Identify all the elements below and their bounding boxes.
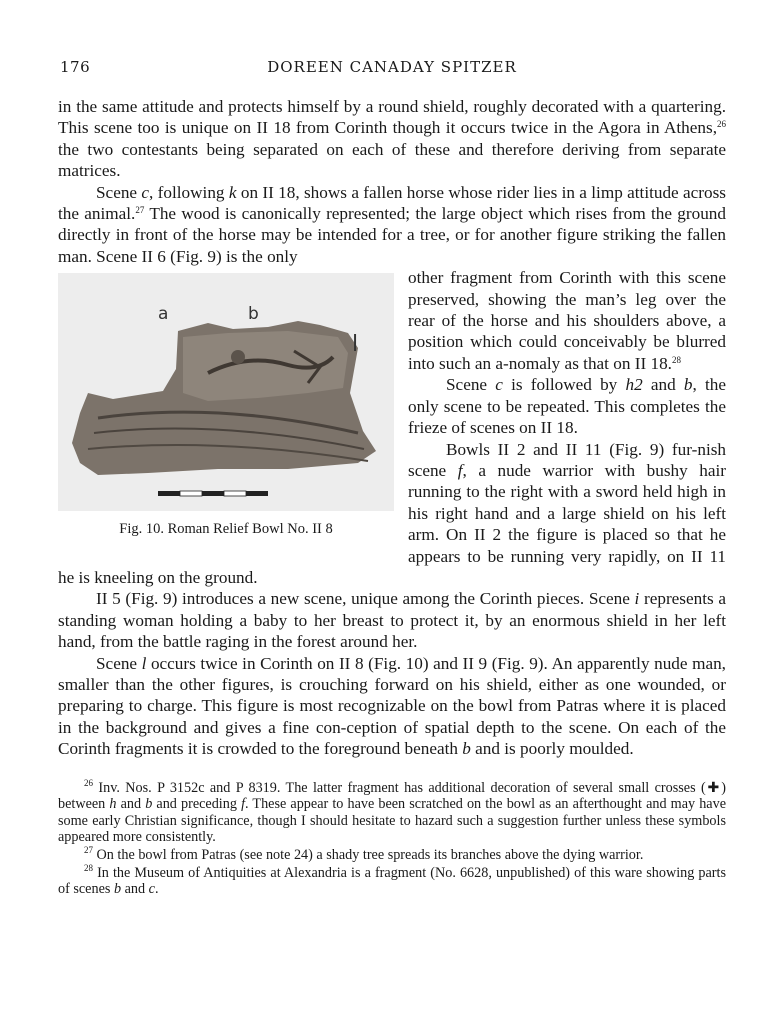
italic-letter: h2 [625,375,643,395]
text-run: represents a standing woman holding a baby to her breast to protect it, by an enormous shield in her left hand, from the battle raging in the forest around her. [58,589,726,652]
footnote [58,844,726,864]
text-run: and [116,796,146,813]
italic-letter: b [145,796,153,813]
paragraph [58,588,726,652]
footnote-ref: 27 [84,844,93,855]
text-run: the two contestants being separated on each of these and therefore deriving from separate matrices. [58,139,726,181]
label-b: b [248,304,259,325]
page-header [58,58,726,82]
italic-letter: k [228,182,237,202]
italic-letter: c [148,881,155,898]
paragraph [58,182,726,268]
italic-letter: i [634,589,640,609]
text-run: on II 18, shows a fallen horse whose rider lies in a limp attitude across the animal. [58,182,726,224]
text-run: is followed by [502,375,626,395]
text-run: other fragment from Corinth with this scene preserved, showing the man’s leg over the rear of the horse and his shoulders above, a position which could conceivably be blurred into such an a-nomaly as that on II 18. [408,268,726,373]
text-run: , following [149,182,229,202]
footnote-ref: 26 [717,119,726,130]
figure-10 [58,273,394,540]
italic-letter: b [113,881,122,898]
text-run: II 5 (Fig. 9) introduces a new scene, unique among the Corinth pieces. Scene [96,589,635,609]
text-run: and [642,375,684,395]
paragraph [58,96,726,182]
bowl-fragment-image [58,273,394,511]
text-run: Scene [96,182,142,202]
page [58,58,726,899]
italic-letter: f [457,460,463,480]
footnote-ref: 27 [135,205,145,216]
text-run: . [154,881,159,898]
page-number: 176 [60,58,91,76]
text-run: occurs twice in Corinth on II 8 (Fig. 10) and II 9 (Fig. 9). An apparently nude man, smaller than the other figures, is crouching forward on his shield, either as one wounded, or preparing to charge. This figure is most recognizable on the bowl from Patras where it is placed in the background and gives a fine con-ception of spatial depth to the scene. On each of the Corinth fragments it is crowded to the foreground beneath [58,653,726,759]
text-run: On the bowl from Patras (see note 24) a shady tree spreads its branches above the dying warrior. [93,846,644,863]
figure-photo [58,273,394,511]
text-run: , a nude warrior with bushy hair running to the right with a sword held high in his right hand and a large shield on his left arm. On II 2 the figure is placed so that he appears to be running very rapidly, on II 11 he is kneeling on the ground. [58,460,726,587]
label-l: l [352,332,359,358]
text-run: and is poorly moulded. [470,739,634,759]
footnote-ref: 28 [84,862,93,873]
italic-letter: b [462,739,471,759]
figure-caption: Fig. 10. Roman Relief Bowl No. II 8 [119,521,333,538]
text-run: The wood is canonically represented; the large object which rises from the ground directly in front of the horse may be intended for a tree, or for another figure striking the fallen man. Scene II 6 (Fig. 9) is the only [58,204,726,266]
italic-letter: c [495,375,503,395]
text-run: in the same attitude and protects himself by a round shield, roughly decorated with a quartering. This scene too is unique on II 18 from Corinth though it occurs twice in the Agora in Athens, [58,97,726,138]
italic-letter: f [241,796,246,813]
text-run: In the Museum of Antiquities at Alexandria is a fragment (No. 6628, unpublished) of this ware showing parts of scenes [58,864,726,898]
text-run: ) between [58,779,726,813]
italic-letter: l [141,653,147,673]
text-run: and preceding [152,796,242,813]
text-run: Scene [96,653,142,673]
text-run: Bowls II 2 and II 11 (Fig. 9) fur-nish scene [408,439,726,480]
running-head: DOREEN CANADAY SPITZER [267,58,517,76]
article-body [58,96,726,760]
footnote-ref: 26 [84,777,93,788]
italic-letter: c [141,182,150,202]
text-run: , the only scene to be repeated. This completes the frieze of scenes on II 18. [408,375,726,438]
footnote [58,777,726,846]
footnotes [58,777,726,898]
text-run: Scene [446,375,496,395]
text-run: . These appear to have been scratched on the bowl as an afterthought and may have some early Christian significance, though I should hesitate to hazard such a suggestion further unless these symbols appeared more consistently. [58,796,726,846]
italic-letter: b [683,375,693,395]
paragraph [58,653,726,760]
label-a: a [158,304,169,325]
text-run: and [121,881,149,898]
text-run: Inv. Nos. P 3152c and P 8319. The latter fragment has additional decoration of several small crosses ( [93,779,706,796]
footnote [58,862,726,898]
footnote-ref: 28 [671,354,681,365]
text-run: ✚ [705,779,722,796]
italic-letter: h [109,796,117,813]
